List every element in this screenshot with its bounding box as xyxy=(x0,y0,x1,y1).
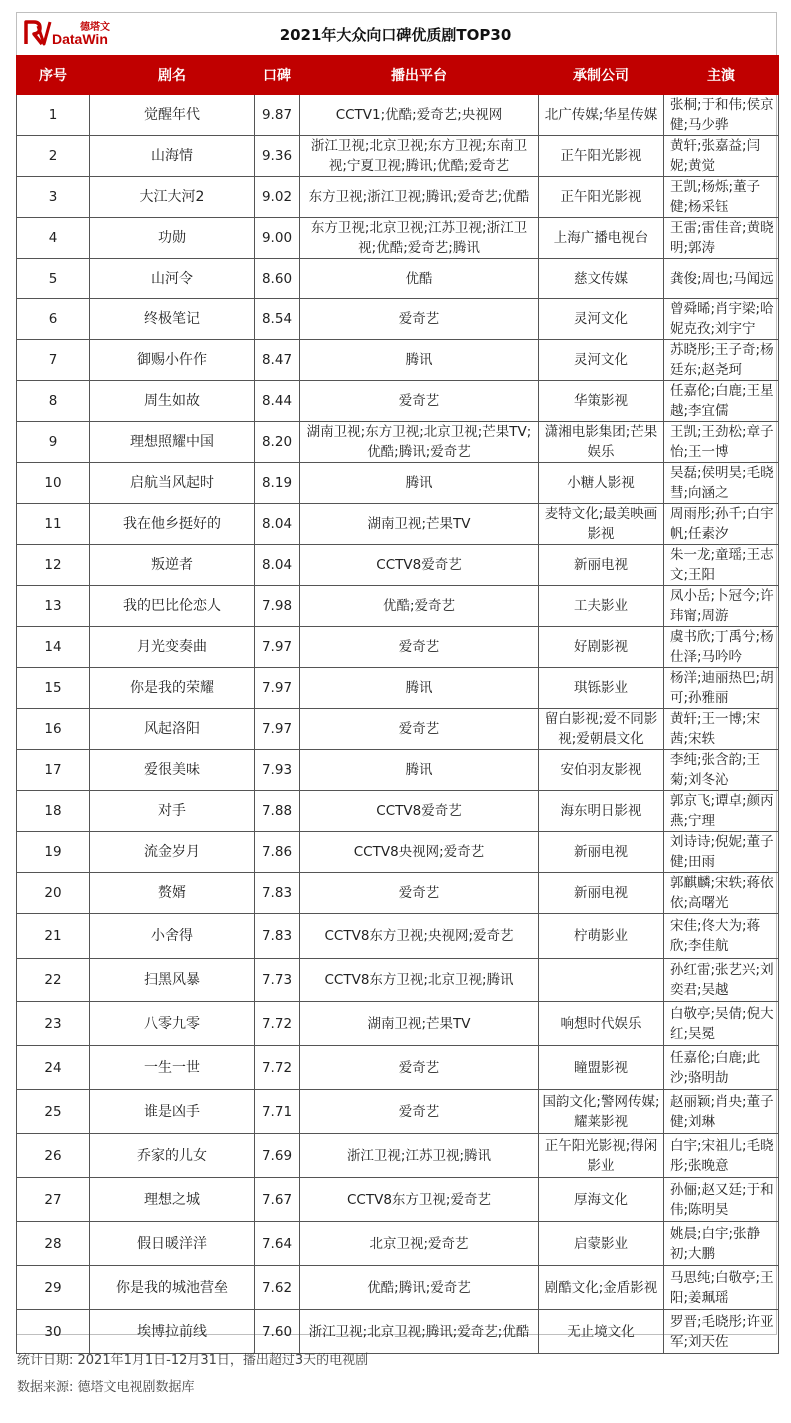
cell-score: 8.19 xyxy=(255,463,300,504)
cell-rank: 15 xyxy=(17,668,90,709)
cell-cast: 吴磊;侯明昊;毛晓彗;向涵之 xyxy=(664,463,779,504)
cell-title: 功勋 xyxy=(90,218,255,259)
cell-score: 9.87 xyxy=(255,95,300,136)
table-row xyxy=(17,832,779,873)
cell-company: 海东明日影视 xyxy=(539,791,664,832)
cell-title: 乔家的儿女 xyxy=(90,1134,255,1178)
cell-platform: 浙江卫视;江苏卫视;腾讯 xyxy=(300,1134,539,1178)
cell-company: 新丽电视 xyxy=(539,873,664,914)
cell-score: 7.62 xyxy=(255,1266,300,1310)
cell-cast: 杨洋;迪丽热巴;胡可;孙雅丽 xyxy=(664,668,779,709)
cell-platform: 优酷;爱奇艺 xyxy=(300,586,539,627)
cell-score: 7.97 xyxy=(255,709,300,750)
cell-title: 谁是凶手 xyxy=(90,1090,255,1134)
cell-score: 7.98 xyxy=(255,586,300,627)
table-row xyxy=(17,668,779,709)
cell-platform: 爱奇艺 xyxy=(300,627,539,668)
cell-title: 终极笔记 xyxy=(90,299,255,340)
cell-score: 7.72 xyxy=(255,1046,300,1090)
cell-title: 山河令 xyxy=(90,259,255,299)
cell-cast: 张桐;于和伟;侯京健;马少骅 xyxy=(664,95,779,136)
cell-score: 8.47 xyxy=(255,340,300,381)
header-score: 口碑 xyxy=(255,56,300,95)
cell-company: 潇湘电影集团;芒果娱乐 xyxy=(539,422,664,463)
cell-rank: 29 xyxy=(17,1266,90,1310)
cell-title: 爱很美味 xyxy=(90,750,255,791)
cell-cast: 任嘉伦;白鹿;此沙;骆明劼 xyxy=(664,1046,779,1090)
table-row xyxy=(17,463,779,504)
header-cast: 主演 xyxy=(664,56,779,95)
table-row xyxy=(17,1002,779,1046)
table-row xyxy=(17,136,779,177)
cell-platform: 爱奇艺 xyxy=(300,709,539,750)
cell-cast: 龚俊;周也;马闻远 xyxy=(664,259,779,299)
cell-platform: 腾讯 xyxy=(300,340,539,381)
cell-company: 灵河文化 xyxy=(539,340,664,381)
cell-company: 好剧影视 xyxy=(539,627,664,668)
cell-company: 正午阳光影视 xyxy=(539,136,664,177)
cell-title: 我的巴比伦恋人 xyxy=(90,586,255,627)
cell-company: 正午阳光影视;得闲影业 xyxy=(539,1134,664,1178)
cell-rank: 6 xyxy=(17,299,90,340)
cell-company: 新丽电视 xyxy=(539,545,664,586)
cell-company: 安伯羽友影视 xyxy=(539,750,664,791)
cell-score: 7.86 xyxy=(255,832,300,873)
cell-rank: 3 xyxy=(17,177,90,218)
cell-platform: 爱奇艺 xyxy=(300,381,539,422)
cell-rank: 30 xyxy=(17,1310,90,1354)
table-row xyxy=(17,218,779,259)
table-row xyxy=(17,709,779,750)
table-row xyxy=(17,504,779,545)
cell-platform: CCTV8爱奇艺 xyxy=(300,545,539,586)
cell-platform: CCTV8东方卫视;爱奇艺 xyxy=(300,1178,539,1222)
cell-rank: 24 xyxy=(17,1046,90,1090)
cell-title: 你是我的荣耀 xyxy=(90,668,255,709)
brand-name-cn: 德塔文 xyxy=(80,22,110,33)
cell-platform: 腾讯 xyxy=(300,750,539,791)
cell-rank: 20 xyxy=(17,873,90,914)
cell-cast: 李纯;张含韵;王菊;刘冬沁 xyxy=(664,750,779,791)
cell-company: 留白影视;爱不同影视;爱朝晨文化 xyxy=(539,709,664,750)
header-rank: 序号 xyxy=(17,56,90,95)
cell-rank: 18 xyxy=(17,791,90,832)
cell-platform: CCTV1;优酷;爱奇艺;央视网 xyxy=(300,95,539,136)
table-row xyxy=(17,299,779,340)
cell-cast: 罗晋;毛晓彤;许亚军;刘天佐 xyxy=(664,1310,779,1354)
cell-score: 8.20 xyxy=(255,422,300,463)
cell-cast: 孙红雷;张艺兴;刘奕君;吴越 xyxy=(664,959,779,1002)
cell-title: 扫黑风暴 xyxy=(90,959,255,1002)
cell-platform: 湖南卫视;东方卫视;北京卫视;芒果TV;优酷;腾讯;爱奇艺 xyxy=(300,422,539,463)
cell-cast: 朱一龙;童瑶;王志文;王阳 xyxy=(664,545,779,586)
cell-platform: CCTV8东方卫视;北京卫视;腾讯 xyxy=(300,959,539,1002)
table-row xyxy=(17,259,779,299)
cell-platform: 爱奇艺 xyxy=(300,1090,539,1134)
cell-title: 理想之城 xyxy=(90,1178,255,1222)
cell-cast: 白敬亭;吴倩;倪大红;吴冕 xyxy=(664,1002,779,1046)
cell-company: 瞳盟影视 xyxy=(539,1046,664,1090)
table-row xyxy=(17,1222,779,1266)
cell-score: 7.83 xyxy=(255,873,300,914)
cell-cast: 苏晓彤;王子奇;杨廷东;赵尧珂 xyxy=(664,340,779,381)
cell-company: 响想时代娱乐 xyxy=(539,1002,664,1046)
cell-rank: 2 xyxy=(17,136,90,177)
cell-cast: 曾舜晞;肖宇梁;哈妮克孜;刘宇宁 xyxy=(664,299,779,340)
cell-rank: 12 xyxy=(17,545,90,586)
cell-cast: 王雷;雷佳音;黄晓明;郭涛 xyxy=(664,218,779,259)
cell-score: 8.60 xyxy=(255,259,300,299)
cell-rank: 8 xyxy=(17,381,90,422)
cell-rank: 19 xyxy=(17,832,90,873)
table-row xyxy=(17,914,779,959)
cell-rank: 1 xyxy=(17,95,90,136)
cell-company: 工夫影业 xyxy=(539,586,664,627)
cell-title: 启航当风起时 xyxy=(90,463,255,504)
cell-platform: 腾讯 xyxy=(300,668,539,709)
cell-platform: 浙江卫视;北京卫视;东方卫视;东南卫视;宁夏卫视;腾讯;优酷;爱奇艺 xyxy=(300,136,539,177)
cell-cast: 姚晨;白宇;张静初;大鹏 xyxy=(664,1222,779,1266)
table-row xyxy=(17,791,779,832)
table-row xyxy=(17,1266,779,1310)
cell-title: 假日暖洋洋 xyxy=(90,1222,255,1266)
table-row xyxy=(17,1178,779,1222)
table-row xyxy=(17,1310,779,1354)
cell-score: 7.93 xyxy=(255,750,300,791)
table-row xyxy=(17,340,779,381)
table-row xyxy=(17,381,779,422)
cell-platform: 东方卫视;北京卫视;江苏卫视;浙江卫视;优酷;爱奇艺;腾讯 xyxy=(300,218,539,259)
cell-company: 国韵文化;警网传媒;耀莱影视 xyxy=(539,1090,664,1134)
ranking-table xyxy=(16,55,779,1354)
cell-title: 八零九零 xyxy=(90,1002,255,1046)
cell-cast: 黄轩;王一博;宋茜;宋轶 xyxy=(664,709,779,750)
cell-company: 灵河文化 xyxy=(539,299,664,340)
cell-score: 7.60 xyxy=(255,1310,300,1354)
cell-score: 7.64 xyxy=(255,1222,300,1266)
cell-score: 8.54 xyxy=(255,299,300,340)
table-row xyxy=(17,95,779,136)
cell-platform: 北京卫视;爱奇艺 xyxy=(300,1222,539,1266)
cell-cast: 任嘉伦;白鹿;王星越;李宜儒 xyxy=(664,381,779,422)
cell-title: 埃博拉前线 xyxy=(90,1310,255,1354)
cell-cast: 王凯;王劲松;章子怡;王一博 xyxy=(664,422,779,463)
cell-platform: 爱奇艺 xyxy=(300,873,539,914)
cell-cast: 黄轩;张嘉益;闫妮;黄觉 xyxy=(664,136,779,177)
cell-score: 7.67 xyxy=(255,1178,300,1222)
cell-platform: CCTV8爱奇艺 xyxy=(300,791,539,832)
cell-platform: CCTV8东方卫视;央视网;爱奇艺 xyxy=(300,914,539,959)
cell-title: 你是我的城池营垒 xyxy=(90,1266,255,1310)
cell-rank: 27 xyxy=(17,1178,90,1222)
cell-cast: 马思纯;白敬亭;王阳;姜珮瑶 xyxy=(664,1266,779,1310)
header-company: 承制公司 xyxy=(539,56,664,95)
cell-title: 山海情 xyxy=(90,136,255,177)
cell-cast: 周雨彤;孙千;白宇帆;任素汐 xyxy=(664,504,779,545)
cell-rank: 9 xyxy=(17,422,90,463)
table-row xyxy=(17,750,779,791)
footer-data-source: 数据来源: 德塔文电视剧数据库 xyxy=(17,1380,195,1395)
cell-score: 7.97 xyxy=(255,627,300,668)
cell-cast: 刘诗诗;倪妮;董子健;田雨 xyxy=(664,832,779,873)
cell-title: 小舍得 xyxy=(90,914,255,959)
cell-company: 无止境文化 xyxy=(539,1310,664,1354)
cell-score: 7.83 xyxy=(255,914,300,959)
cell-rank: 17 xyxy=(17,750,90,791)
cell-platform: CCTV8央视网;爱奇艺 xyxy=(300,832,539,873)
table-row xyxy=(17,586,779,627)
cell-company: 剧酷文化;金盾影视 xyxy=(539,1266,664,1310)
cell-platform: 浙江卫视;北京卫视;腾讯;爱奇艺;优酷 xyxy=(300,1310,539,1354)
table-row xyxy=(17,959,779,1002)
cell-cast: 郭京飞;谭卓;颜丙燕;宁理 xyxy=(664,791,779,832)
cell-rank: 16 xyxy=(17,709,90,750)
cell-title: 周生如故 xyxy=(90,381,255,422)
cell-cast: 王凯;杨烁;董子健;杨采钰 xyxy=(664,177,779,218)
cell-company: 上海广播电视台 xyxy=(539,218,664,259)
cell-platform: 优酷 xyxy=(300,259,539,299)
cell-platform: 湖南卫视;芒果TV xyxy=(300,504,539,545)
cell-company: 正午阳光影视 xyxy=(539,177,664,218)
cell-title: 月光变奏曲 xyxy=(90,627,255,668)
cell-platform: 优酷;腾讯;爱奇艺 xyxy=(300,1266,539,1310)
cell-company: 慈文传媒 xyxy=(539,259,664,299)
cell-title: 大江大河2 xyxy=(90,177,255,218)
cell-title: 赘婿 xyxy=(90,873,255,914)
cell-cast: 赵丽颖;肖央;董子健;刘琳 xyxy=(664,1090,779,1134)
cell-platform: 爱奇艺 xyxy=(300,299,539,340)
table-row xyxy=(17,422,779,463)
cell-rank: 4 xyxy=(17,218,90,259)
page-title: 2021年大众向口碑优质剧TOP30 xyxy=(279,26,512,44)
cell-score: 7.73 xyxy=(255,959,300,1002)
cell-company: 启蒙影业 xyxy=(539,1222,664,1266)
cell-company: 北广传媒;华星传媒 xyxy=(539,95,664,136)
header-title: 剧名 xyxy=(90,56,255,95)
cell-score: 7.72 xyxy=(255,1002,300,1046)
cell-score: 7.97 xyxy=(255,668,300,709)
cell-rank: 25 xyxy=(17,1090,90,1134)
cell-score: 8.04 xyxy=(255,504,300,545)
table-row xyxy=(17,545,779,586)
cell-title: 觉醒年代 xyxy=(90,95,255,136)
table-row xyxy=(17,1046,779,1090)
cell-rank: 21 xyxy=(17,914,90,959)
cell-rank: 23 xyxy=(17,1002,90,1046)
footer-stats-date: 统计日期: 2021年1月1日-12月31日，播出超过3天的电视剧 xyxy=(17,1353,369,1368)
cell-company xyxy=(539,959,664,1002)
cell-title: 我在他乡挺好的 xyxy=(90,504,255,545)
cell-rank: 28 xyxy=(17,1222,90,1266)
cell-score: 8.44 xyxy=(255,381,300,422)
cell-platform: 湖南卫视;芒果TV xyxy=(300,1002,539,1046)
cell-company: 琪铄影业 xyxy=(539,668,664,709)
brand-name-en: DataWin xyxy=(52,31,108,47)
cell-title: 御赐小仵作 xyxy=(90,340,255,381)
cell-rank: 14 xyxy=(17,627,90,668)
cell-score: 9.02 xyxy=(255,177,300,218)
table-row xyxy=(17,177,779,218)
cell-cast: 郭麒麟;宋轶;蒋依依;高曙光 xyxy=(664,873,779,914)
table-row xyxy=(17,1134,779,1178)
cell-platform: 东方卫视;浙江卫视;腾讯;爱奇艺;优酷 xyxy=(300,177,539,218)
cell-platform: 爱奇艺 xyxy=(300,1046,539,1090)
cell-company: 华策影视 xyxy=(539,381,664,422)
table-body xyxy=(17,95,779,1354)
cell-cast: 虞书欣;丁禹兮;杨仕泽;马吟吟 xyxy=(664,627,779,668)
cell-rank: 5 xyxy=(17,259,90,299)
cell-company: 小糖人影视 xyxy=(539,463,664,504)
cell-company: 厚海文化 xyxy=(539,1178,664,1222)
table-header-row xyxy=(17,56,779,95)
cell-score: 7.71 xyxy=(255,1090,300,1134)
cell-score: 7.88 xyxy=(255,791,300,832)
cell-rank: 7 xyxy=(17,340,90,381)
cell-company: 麦特文化;最美映画影视 xyxy=(539,504,664,545)
cell-cast: 孙俪;赵又廷;于和伟;陈明昊 xyxy=(664,1178,779,1222)
header-platform: 播出平台 xyxy=(300,56,539,95)
cell-platform: 腾讯 xyxy=(300,463,539,504)
table-row xyxy=(17,1090,779,1134)
cell-score: 9.36 xyxy=(255,136,300,177)
cell-company: 新丽电视 xyxy=(539,832,664,873)
table-row xyxy=(17,627,779,668)
cell-score: 8.04 xyxy=(255,545,300,586)
cell-score: 9.00 xyxy=(255,218,300,259)
cell-rank: 13 xyxy=(17,586,90,627)
cell-title: 理想照耀中国 xyxy=(90,422,255,463)
cell-rank: 26 xyxy=(17,1134,90,1178)
cell-cast: 凤小岳;卜冠今;许玮甯;周游 xyxy=(664,586,779,627)
cell-rank: 11 xyxy=(17,504,90,545)
cell-title: 流金岁月 xyxy=(90,832,255,873)
cell-cast: 白宇;宋祖儿;毛晓彤;张晚意 xyxy=(664,1134,779,1178)
cell-cast: 宋佳;佟大为;蒋欣;李佳航 xyxy=(664,914,779,959)
cell-title: 叛逆者 xyxy=(90,545,255,586)
table-row xyxy=(17,873,779,914)
cell-company: 柠萌影业 xyxy=(539,914,664,959)
cell-rank: 10 xyxy=(17,463,90,504)
cell-title: 风起洛阳 xyxy=(90,709,255,750)
cell-title: 对手 xyxy=(90,791,255,832)
cell-title: 一生一世 xyxy=(90,1046,255,1090)
cell-score: 7.69 xyxy=(255,1134,300,1178)
cell-rank: 22 xyxy=(17,959,90,1002)
